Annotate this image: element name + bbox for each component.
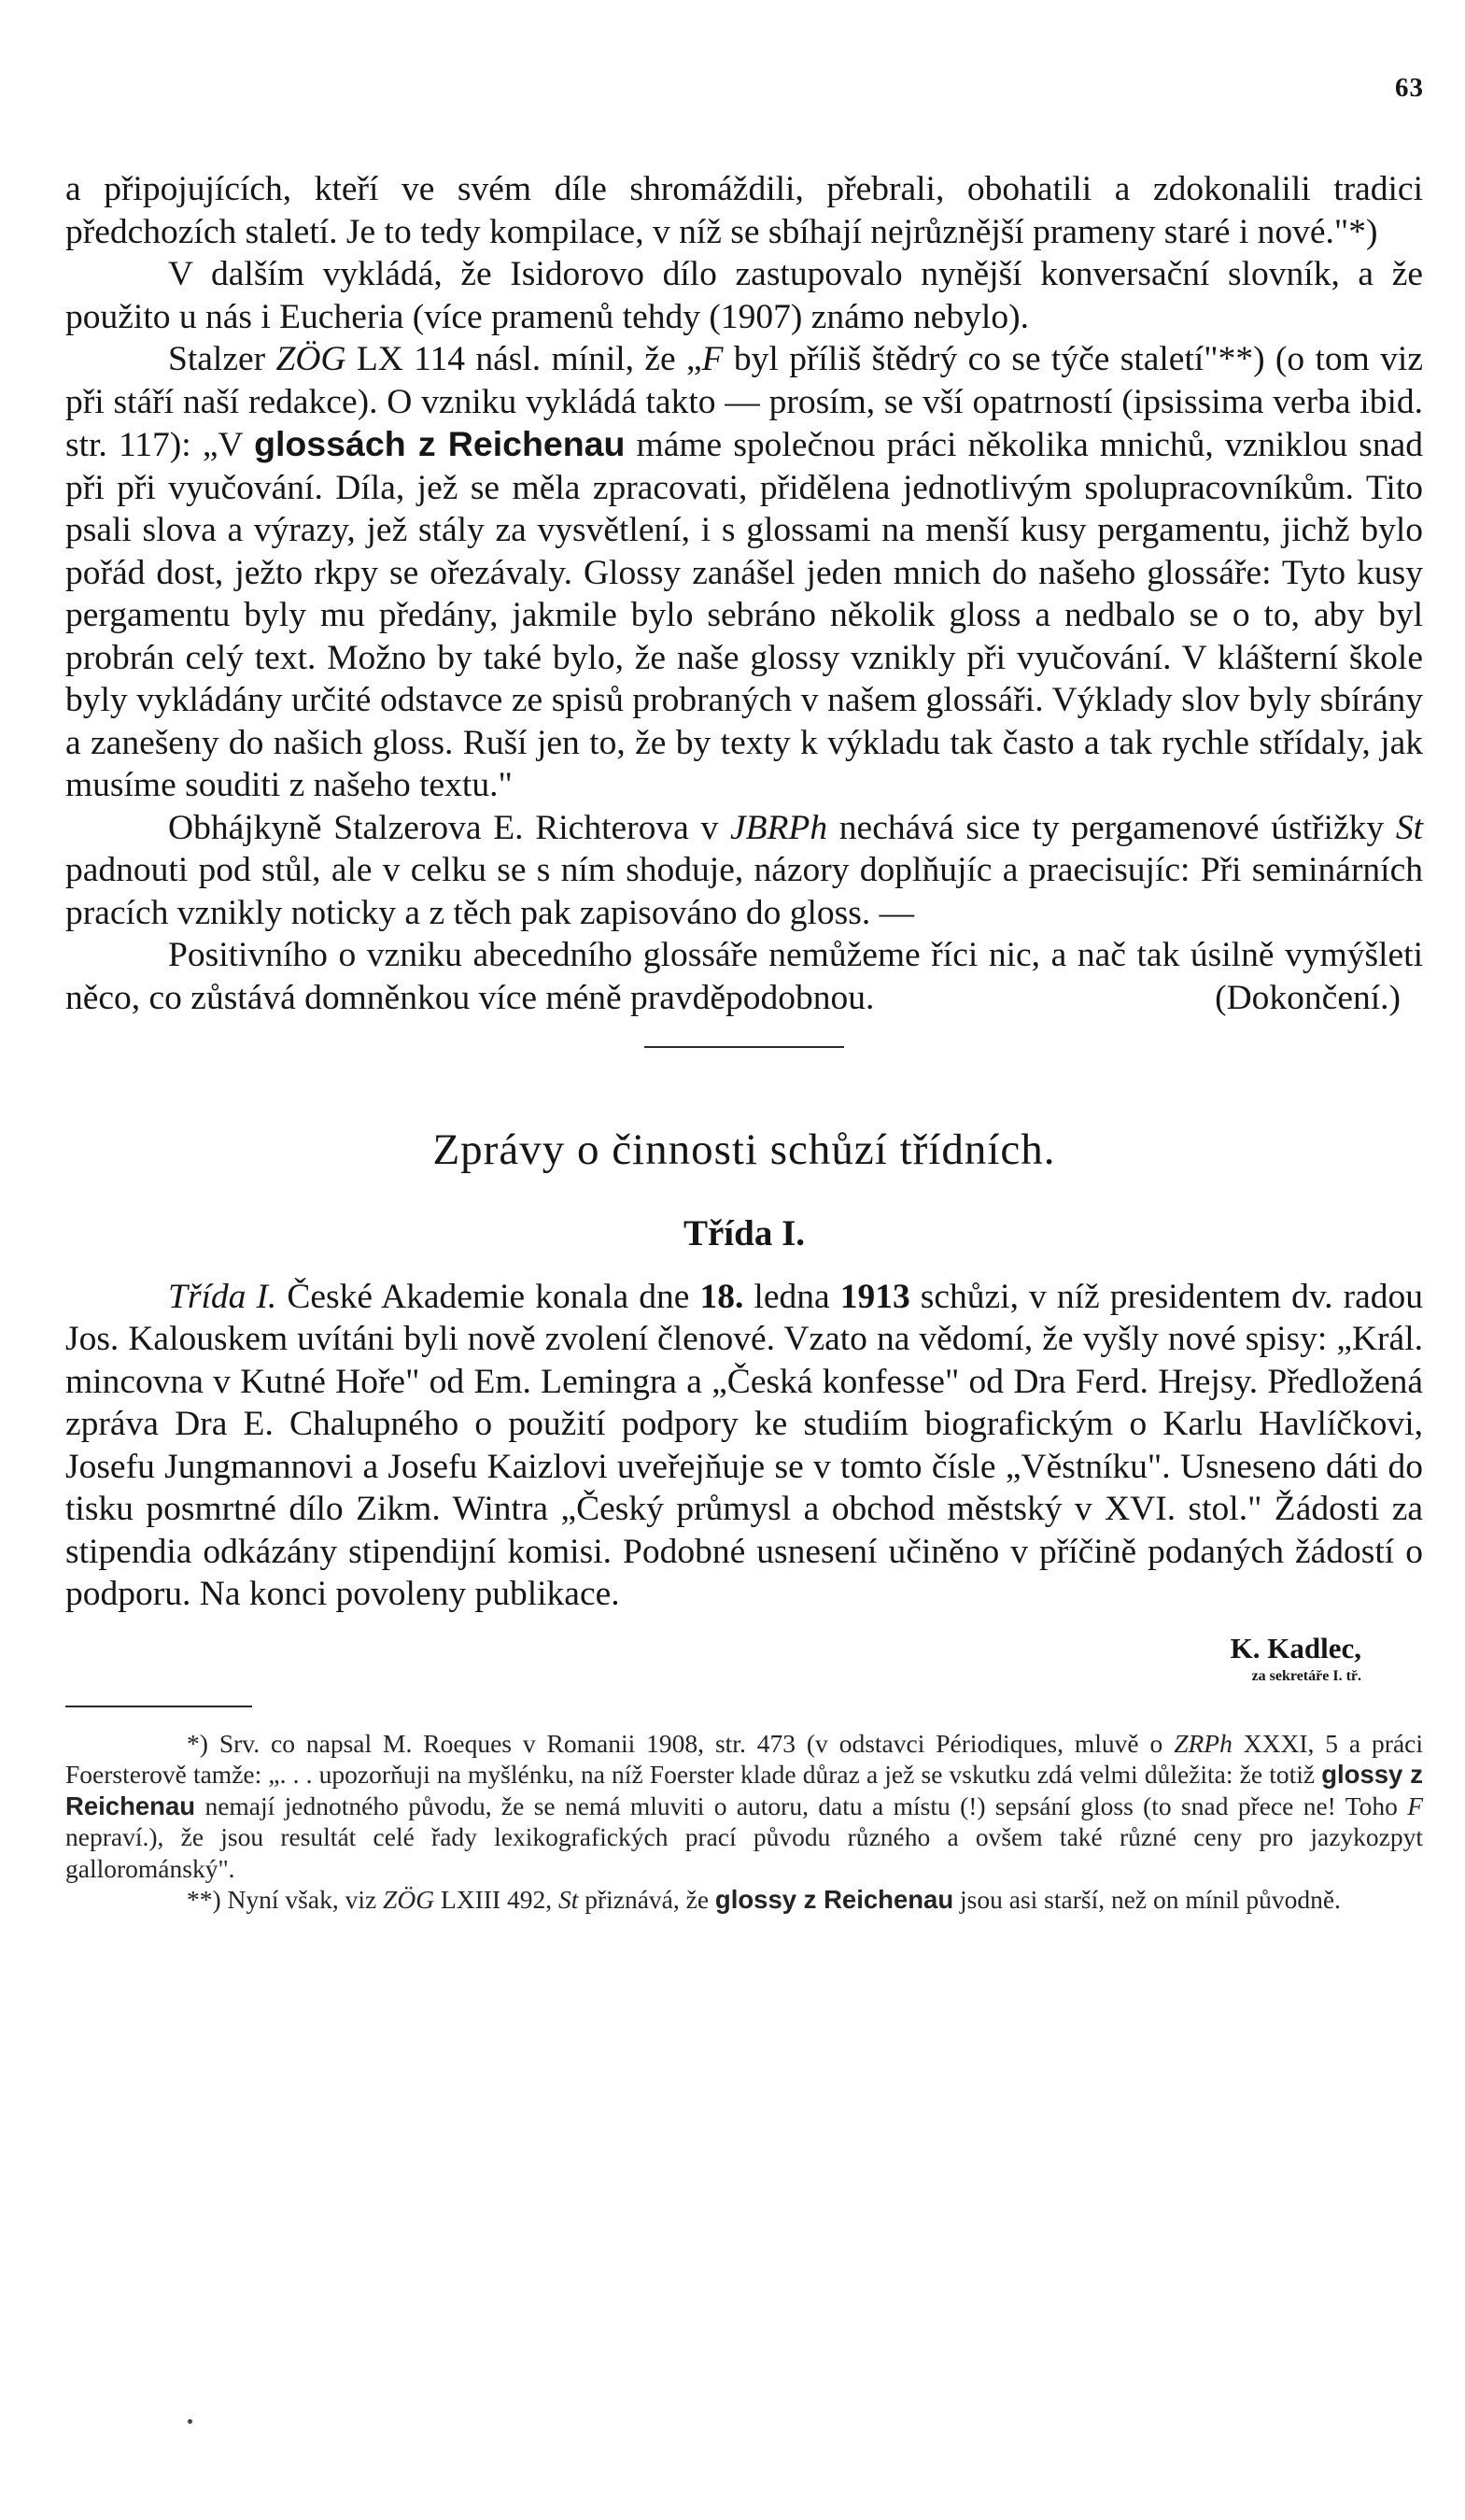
paragraph: Obhájkyně Stalzerova E. Richterova v JBRPh nechává sice ty pergamenové ústřižky St padnouti pod stůl, ale v celku se s ním shoduje, názory doplňujíc a praecisujíc: Při seminárních pracích vznikly noticky a z těch pak zapisováno do gloss. —: [65, 808, 1423, 932]
footnotes: [65, 1728, 1423, 1916]
paragraph: V dalším vykládá, že Isidorovo dílo zastupovalo nynější konversační slovník, a že použito u nás i Eucheria (více pramenů tehdy (1907) známo nebylo).: [65, 255, 1423, 336]
subsection-title: Třída I.: [683, 1212, 806, 1253]
divider: [644, 1046, 844, 1048]
footnote: **) Nyní však, viz ZÖG LXIII 492, St přiznává, že glossy z Reichenau jsou asi starší, než on mínil původně.: [187, 1885, 1341, 1914]
term-glossy-reichenau: glossách z Reichenau: [254, 424, 626, 463]
paragraph: Stalzer ZÖG LX 114 násl. mínil, že „F byl příliš štědrý co se týče staletí"**) (o tom viz při stáří naší redakce). O vzniku vykládá takto — prosím, se vší opatrností (ipsissima verba ibid. str. 117): „V glossách z Reichenau máme společnou práci několika mnichů, vzniklou snad při při vyučování. Díla, jež se měla zpracovati, přidělena jednotlivým spolupracovníkům. Tito psali slova a výrazy, jež stály za vysvětlení, i s glossami na menší kusy pergamentu, jichž bylo pořád dost, ježto rkpy se ořezávaly. Glossy zanášel jeden mnich do našeho glossáře: Tyto kusy pergamentu byly mu předány, jakmile bylo sebráno několik gloss a nedbalo se o to, aby byl probrán celý text. Možno by také bylo, že naše glossy vznikly při vyučování. V klášterní škole byly vykládány určité odstavce ze spisů probraných v našem glossáři. Výklady slov byly sbírány a zanešeny do našich gloss. Ruší jen to, že by texty k výkladu tak často a tak rychle střídaly, jak musíme souditi z našeho textu.": [65, 340, 1424, 804]
paragraph: Třída I. České Akademie konala dne 18. ledna 1913 schůzi, v níž presidentem dv. radou Jos. Kalouskem uvítáni byli nově zvolení členové. Vzato na vědomí, že vyšly nové spisy: „Král. mincovna v Kutné Hoře" od Em. Lemingra a „Česká konfesse" od Dra Ferd. Hrejsy. Předložená zpráva Dra E. Chalupného o použití podpory ke studiím biografickým o Karlu Havlíčkovi, Josefu Jungmannovi a Josefu Kaizlovi uveřejňuje se v tomto čísle „Věstníku". Usneseno dáti do tisku posmrtné dílo Zikm. Wintra „Český průmysl a obchod městský v XVI. stol." Žádosti za stipendia odkázány stipendijní komisi. Podobné usnesení učiněno v příčině podaných žádostí o podporu. Na konci povoleny publikace.: [65, 1277, 1423, 1613]
signature-name: K. Kadlec,: [1230, 1631, 1361, 1664]
footnote-divider: [65, 1706, 252, 1707]
signature-role: za sekretáře I. tř.: [1251, 1667, 1361, 1684]
article-body: [65, 168, 1423, 1916]
page-number: 63: [1395, 73, 1424, 103]
footnote: *) Srv. co napsal M. Roeques v Romanii 1908, str. 473 (v odstavci Périodiques, mluvě o ZRPh XXXI, 5 a práci Foersterově tamže: „. . . upozorňuji na myšlénku, na níž Foerster klade důraz a jež se vskutku zdá velmi důležita: že totiž glossy z Reichenau nemají jednotného původu, že se nemá mluviti o autoru, datu a místu (!) sepsání gloss (to snad přece ne! Toho F nepraví.), že jsou resultát celé řady lexikografických prací původu různého a ovšem také různé ceny pro jazykozpyt gallorománský".: [65, 1728, 1424, 1883]
print-speck: [188, 2419, 192, 2424]
paragraph: a připojujících, kteří ve svém díle shromáždili, přebrali, obohatili a zdokonalili tradici předchozích staletí. Je to tedy kompilace, v níž se sbíhají nejrůznější prameny staré i nové."*): [65, 170, 1423, 251]
signature: [65, 1631, 1423, 1687]
continuation-note: (Dokončení.): [1215, 979, 1401, 1017]
paragraph: Positivního o vzniku abecedního glossáře nemůžeme říci nic, a nač tak úsilně vymýšleti něco, co zůstává domněnkou více méně pravděpodobnou.: [65, 936, 1423, 1017]
section-title: Zprávy o činnosti schůzí třídních.: [432, 1125, 1056, 1174]
